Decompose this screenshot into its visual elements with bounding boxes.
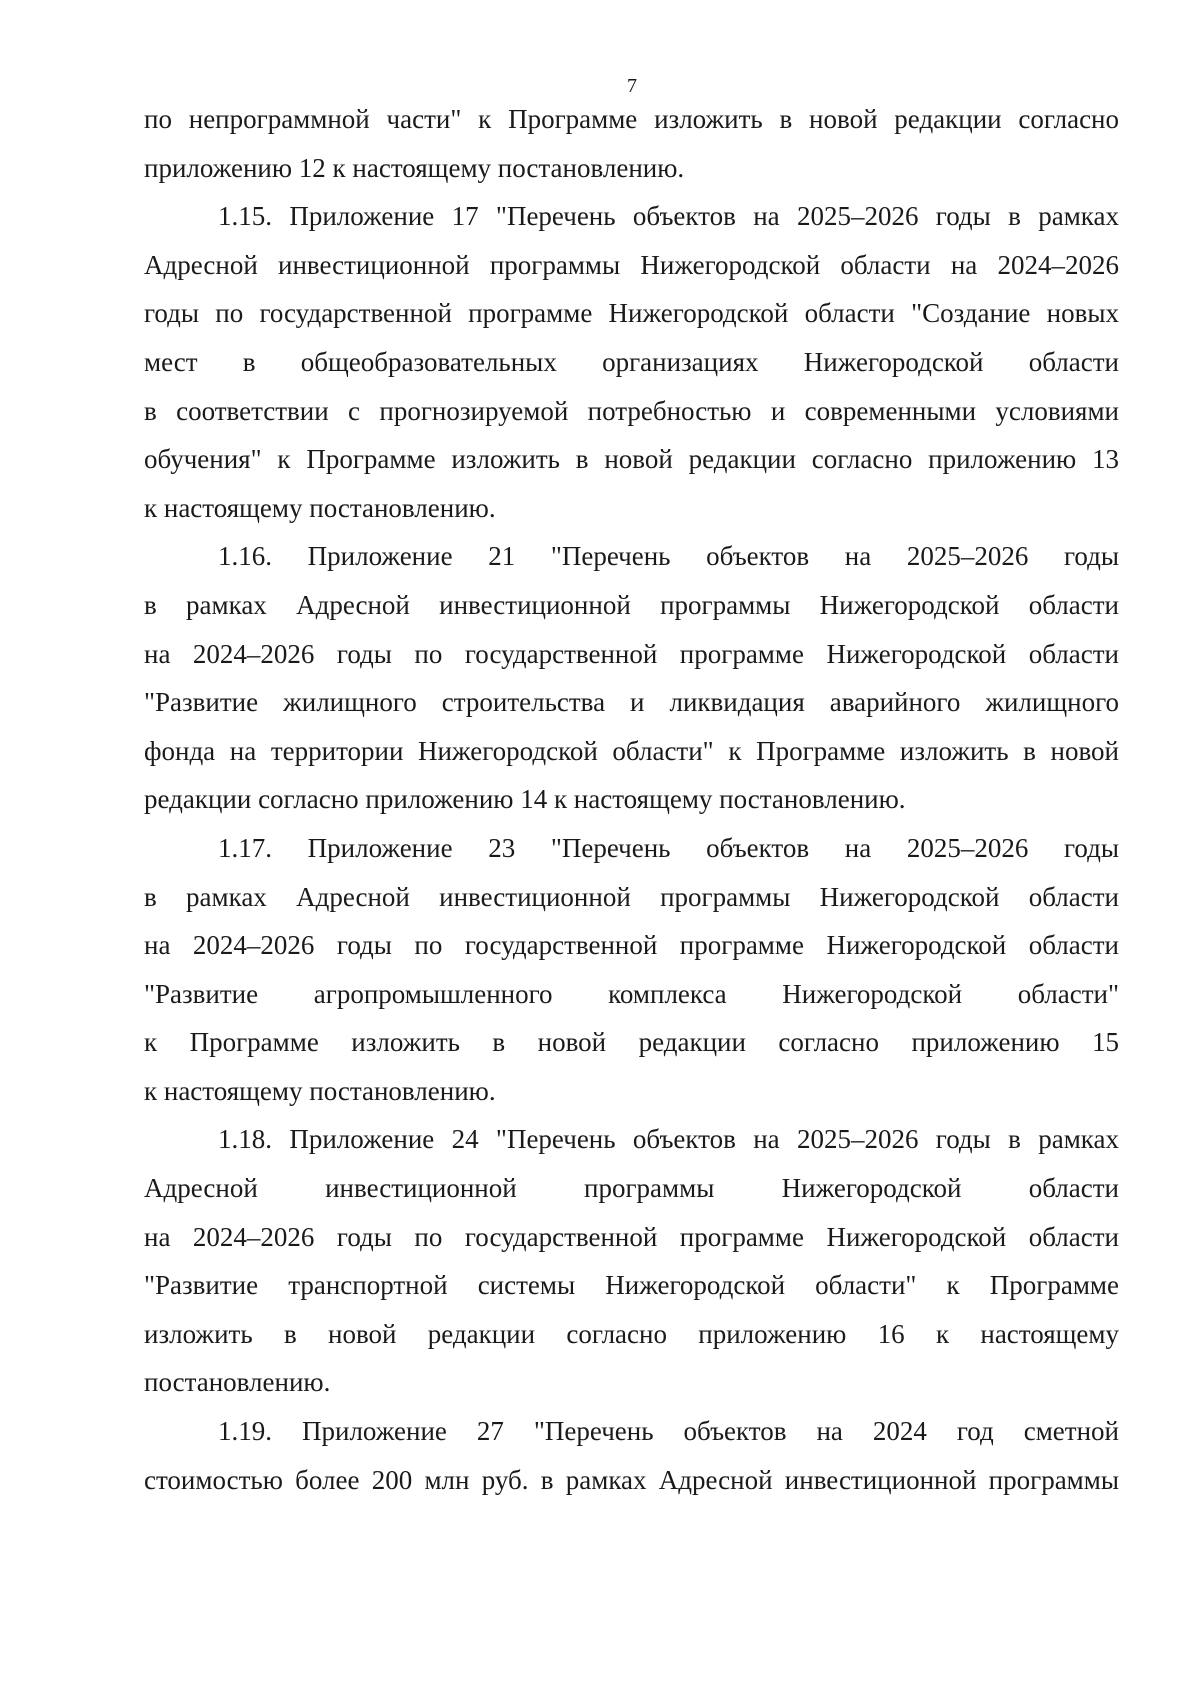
- text-line: в соответствии с прогнозируемой потребностью и современными условиями: [144, 395, 1119, 426]
- text-line: "Развитие транспортной системы Нижегородской области" к Программе: [144, 1270, 1119, 1301]
- page-number: 7: [627, 75, 637, 97]
- text-line: изложить в новой редакции согласно приложению 16 к настоящему: [144, 1318, 1119, 1349]
- text-line: 1.18. Приложение 24 "Перечень объектов на 2025–2026 годы в рамках: [218, 1124, 1119, 1155]
- text-line: на 2024–2026 годы по государственной программе Нижегородской области: [144, 638, 1119, 669]
- paragraph-p-cont: [144, 95, 1119, 192]
- text-line: Адресной инвестиционной программы Нижегородской области на 2024–2026: [144, 249, 1119, 280]
- text-line: годы по государственной программе Нижегородской области "Создание новых: [144, 298, 1119, 329]
- text-line: к настоящему постановлению.: [144, 492, 496, 523]
- text-line: на 2024–2026 годы по государственной программе Нижегородской области: [144, 930, 1119, 961]
- paragraph-p-1-19: [144, 1407, 1119, 1504]
- text-line: приложению 12 к настоящему постановлению.: [144, 152, 685, 183]
- text-line: мест в общеобразовательных организациях Нижегородской области: [144, 346, 1119, 377]
- text-line: редакции согласно приложению 14 к настоящему постановлению.: [144, 784, 906, 815]
- text-line: обучения" к Программе изложить в новой редакции согласно приложению 13: [144, 444, 1119, 475]
- paragraph-p-1-15: [144, 192, 1119, 532]
- text-line: в рамках Адресной инвестиционной программы Нижегородской области: [144, 881, 1119, 912]
- text-line: к настоящему постановлению.: [144, 1075, 496, 1106]
- text-line: стоимостью более 200 млн руб. в рамках Адресной инвестиционной программы: [144, 1464, 1119, 1495]
- paragraph-p-1-17: [144, 824, 1119, 1116]
- text-line: Адресной инвестиционной программы Нижегородской области: [144, 1173, 1119, 1204]
- text-line: 1.16. Приложение 21 "Перечень объектов на 2025–2026 годы: [218, 541, 1119, 572]
- text-line: "Развитие жилищного строительства и ликвидация аварийного жилищного: [144, 687, 1119, 718]
- paragraph-p-1-18: [144, 1115, 1119, 1407]
- text-line: 1.15. Приложение 17 "Перечень объектов на 2025–2026 годы в рамках: [218, 201, 1119, 232]
- text-line: на 2024–2026 годы по государственной программе Нижегородской области: [144, 1221, 1119, 1252]
- text-line: по непрограммной части" к Программе изложить в новой редакции согласно: [144, 104, 1119, 134]
- text-line: к Программе изложить в новой редакции согласно приложению 15: [144, 1027, 1119, 1058]
- text-line: 1.17. Приложение 23 "Перечень объектов на 2025–2026 годы: [218, 832, 1119, 863]
- text-line: "Развитие агропромышленного комплекса Нижегородской области": [144, 978, 1119, 1009]
- text-line: в рамках Адресной инвестиционной программы Нижегородской области: [144, 589, 1119, 620]
- document-body: [144, 95, 1119, 1504]
- text-line: фонда на территории Нижегородской области" к Программе изложить в новой: [144, 735, 1119, 766]
- text-line: 1.19. Приложение 27 "Перечень объектов на 2024 год сметной: [218, 1416, 1119, 1447]
- text-line: постановлению.: [144, 1367, 331, 1398]
- paragraph-p-1-16: [144, 532, 1119, 824]
